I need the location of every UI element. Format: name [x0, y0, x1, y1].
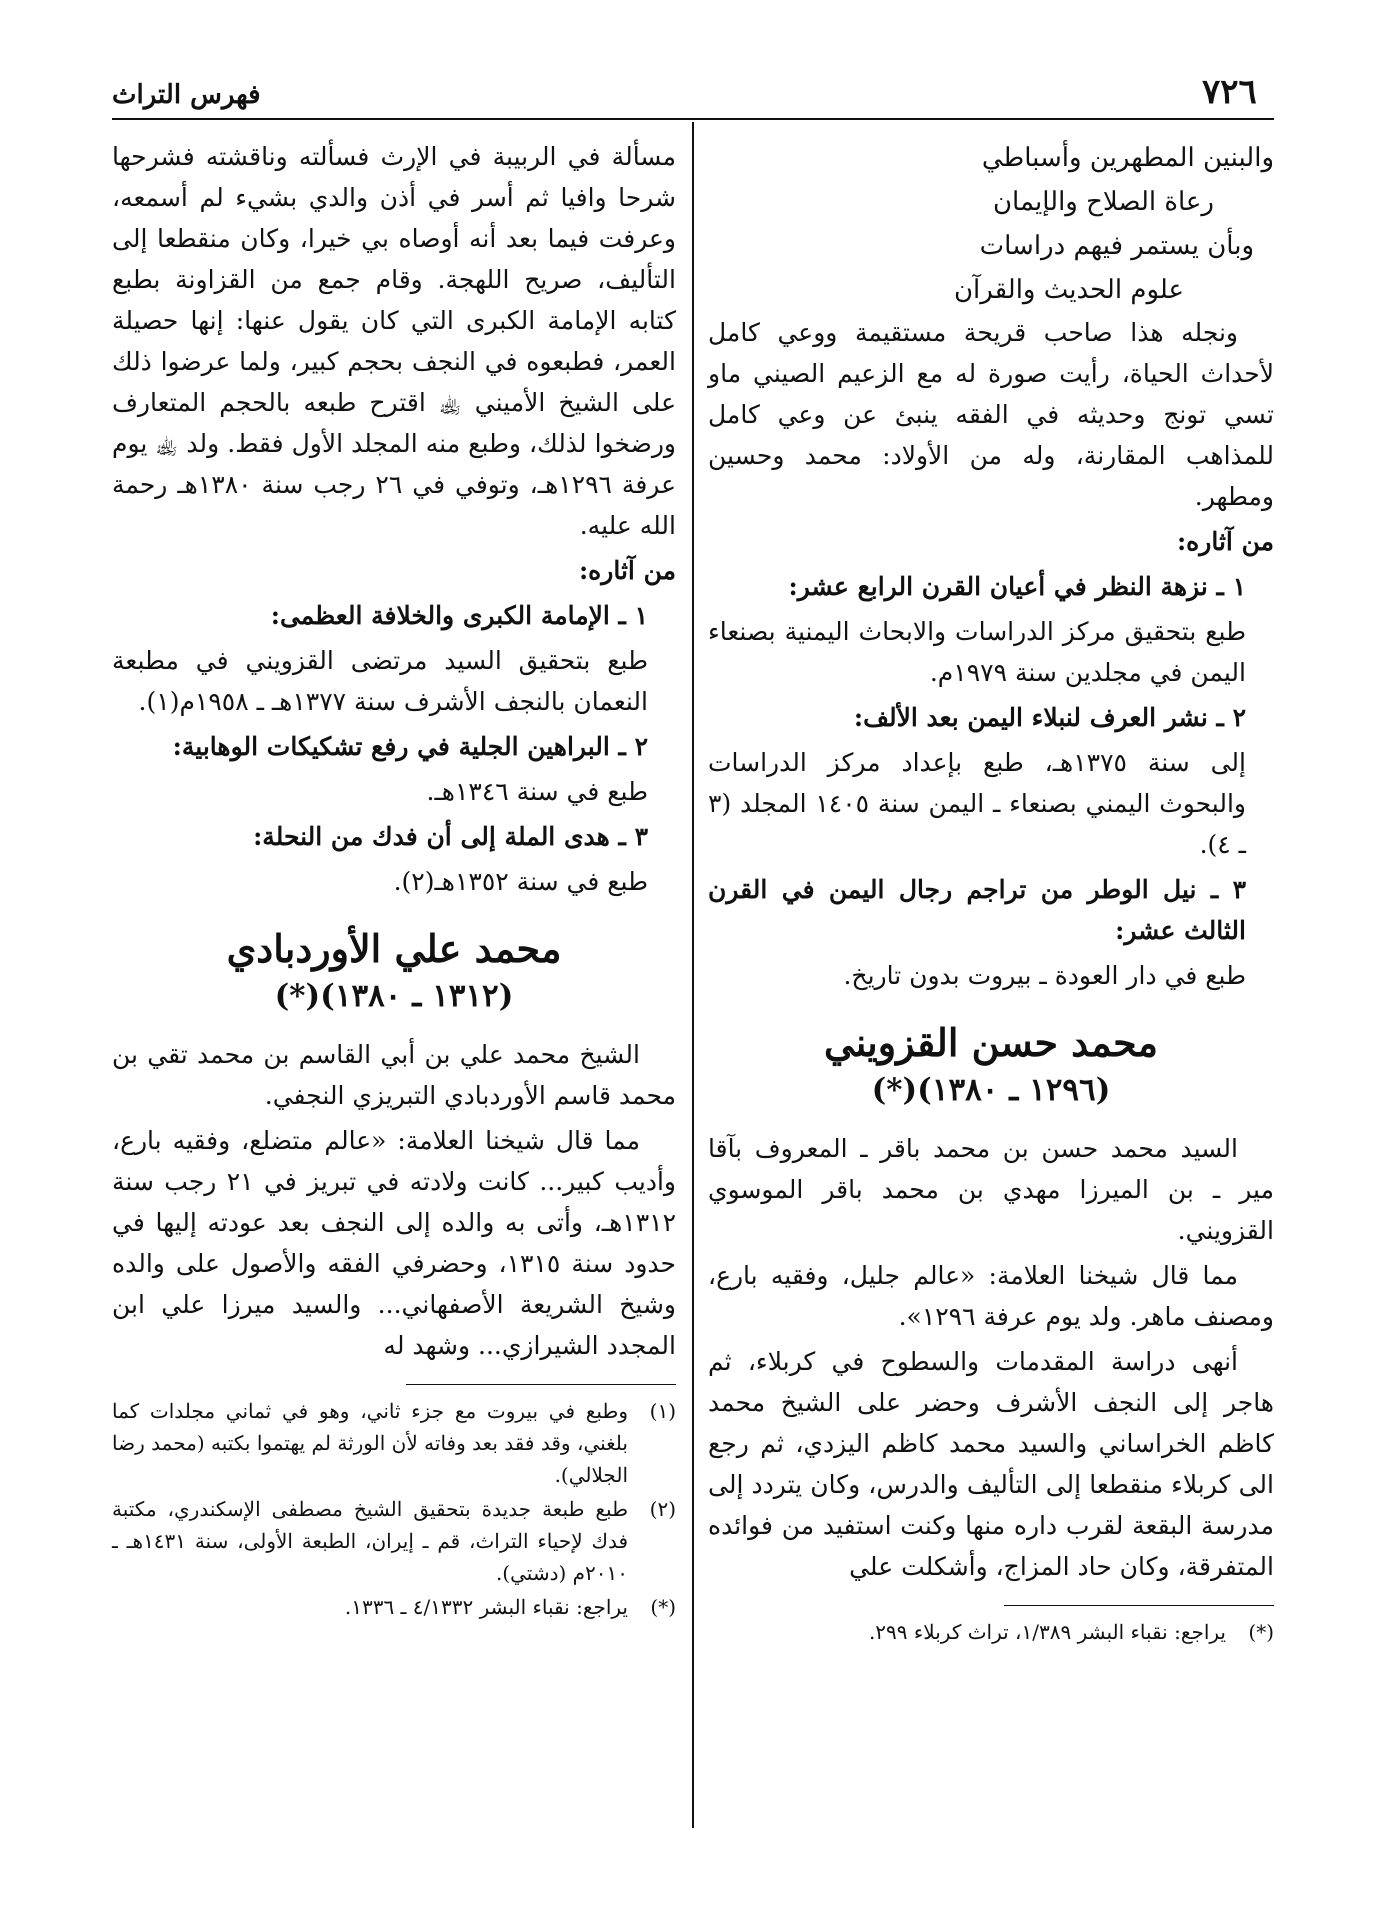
biography-name: محمد حسن القزويني	[824, 1020, 1158, 1065]
work-description: طبع في سنة ١٣٤٦هـ.	[426, 777, 648, 806]
footnote-mark: (*)	[1248, 1620, 1274, 1644]
work-title: ١ ـ الإمامة الكبرى والخلافة العظمى:	[270, 601, 648, 630]
work-description: إلى سنة ١٣٧٥هـ، طبع بإعداد مركز الدراسات والبحوث اليمني بصنعاء ـ اليمن سنة ١٤٠٥ المجلد (٣ ـ ٤).	[708, 748, 1246, 859]
footnote-text: طبع طبعة جديدة بتحقيق الشيخ مصطفى الإسكندري، مكتبة فدك لإحياء التراث، قم ـ إيران، الطبعة الأولى، سنة ١٤٣١هـ ـ ٢٠١٠م (دشتي).	[112, 1497, 628, 1585]
footnote-rule	[406, 1384, 676, 1385]
work-title: ٢ ـ البراهين الجلية في رفع تشكيكات الوهابية:	[172, 732, 648, 761]
biography-dates: (١٢٩٦ ـ ١٣٨٠)(*)	[871, 1072, 1111, 1108]
work-description: طبع بتحقيق السيد مرتضى القزويني في مطبعة النعمان بالنجف الأشرف سنة ١٣٧٧هـ ـ ١٩٥٨م(١).	[112, 646, 648, 716]
work-description: طبع بتحقيق مركز الدراسات والابحاث اليمنية بصنعاء اليمن في مجلدين سنة ١٩٧٩م.	[708, 617, 1246, 687]
paragraph: الشيخ محمد علي بن أبي القاسم بن محمد تقي بن محمد قاسم الأوردبادي التبريزي النجفي.	[112, 1040, 676, 1110]
work-title: ١ ـ نزهة النظر في أعيان القرن الرابع عشر:	[788, 572, 1246, 601]
paragraph: مما قال شيخنا العلامة: «عالم جليل، وفقيه بارع، ومصنف ماهر. ولد يوم عرفة ١٢٩٦».	[708, 1261, 1274, 1331]
header-rule	[112, 118, 1274, 120]
poem-line: وبأن يستمر فيهم دراسات	[979, 231, 1254, 261]
biography-name: محمد علي الأوردبادي	[226, 926, 562, 971]
footnote	[112, 1493, 676, 1589]
footnote	[708, 1616, 1274, 1648]
footnote-mark: (١)	[649, 1399, 676, 1423]
paragraph: مسألة في الربيبة في الإرث فسألته وناقشته فشرحها شرحا وافيا ثم أسر في أذن والدي بشيء لم أسمعه، وعرفت فيما بعد أنه أوصاه بي خيرا، وكان منقطعا إلى التأليف، صريح اللهجة. وقام جمع من القزاونة بطبع كتابه الإمامة الكبرى التي كان يقول عنها: إنها حصيلة العمر، فطبعوه في النجف بحجم كبير، ولما عرضوا ذلك على الشيخ الأميني ﵀ اقترح طبعه بالحجم المتعارف ورضخوا لذلك، وطبع منه المجلد الأول فقط. ولد ﵀ يوم عرفة ١٢٩٦هـ، وتوفي في ٢٦ رجب سنة ١٣٨٠هـ رحمة الله عليه.	[112, 142, 676, 540]
footnote	[112, 1591, 676, 1623]
footnote-mark: (*)	[650, 1595, 676, 1619]
work-title: ٣ ـ هدى الملة إلى أن فدك من النحلة:	[253, 822, 648, 851]
poem-line: علوم الحديث والقرآن	[953, 275, 1184, 305]
footnote-text: يراجع: نقباء البشر ١/٣٨٩، تراث كربلاء ٢٩٩.	[868, 1620, 1226, 1644]
poem-verses	[708, 136, 1274, 312]
works-heading: من آثاره:	[1176, 527, 1274, 556]
page-number: ٧٢٦	[1202, 72, 1257, 112]
paragraph: مما قال شيخنا العلامة: «عالم متضلع، وفقيه بارع، وأديب كبير... كانت ولادته في تبريز في ٢١ رجب سنة ١٣١٢هـ، وأتى به والده إلى النجف بعد عودته إليها في حدود سنة ١٣١٥، وحضرفي الفقه والأصول على والده وشيخ الشريعة الأصفهاني... والسيد ميرزا علي ابن المجدد الشيرازي... وشهد له	[112, 1126, 676, 1360]
paragraph: السيد محمد حسن بن محمد باقر ـ المعروف بآقا مير ـ بن الميرزا مهدي بن محمد باقر الموسوي القزويني.	[708, 1134, 1274, 1245]
paragraph: أنهى دراسة المقدمات والسطوح في كربلاء، ثم هاجر إلى النجف الأشرف وحضر على الشيخ محمد كاظم الخراساني والسيد محمد كاظم اليزدي، ثم رجع الى كربلاء منقطعا إلى التأليف والدرس، وكان يتردد إلى مدرسة البقعة لقرب داره منها وكنت استفيد من فوائده المتفرقة، وكان حاد المزاج، وأشكلت علي	[708, 1347, 1274, 1581]
footnote	[112, 1395, 676, 1491]
poem-line: والبنين المطهرين وأسباطي	[981, 143, 1274, 173]
footnote-rule	[1004, 1605, 1274, 1606]
column-divider	[692, 122, 694, 1828]
poem-line: رعاة الصلاح والإيمان	[992, 187, 1214, 217]
footnote-text: وطبع في بيروت مع جزء ثاني، وهو في ثماني مجلدات كما بلغني، وقد فقد بعد وفاته لأن الورثة لم يهتموا بكتبه (محمد رضا الجلالي).	[112, 1399, 628, 1487]
running-title: فهرس التراث	[112, 80, 261, 110]
left-column	[112, 136, 676, 1625]
right-column	[708, 136, 1274, 1650]
work-description: طبع في سنة ١٣٥٢هـ(٢).	[393, 867, 648, 896]
works-heading: من آثاره:	[578, 556, 676, 585]
work-title: ٢ ـ نشر العرف لنبلاء اليمن بعد الألف:	[853, 703, 1246, 732]
paragraph: ونجله هذا صاحب قريحة مستقيمة ووعي كامل لأحداث الحياة، رأيت صورة له مع الزعيم الصيني ماو تسي تونج وحديثه في الفقه ينبئ عن وعي كامل للمذاهب المقارنة، وله من الأولاد: محمد وحسين ومطهر.	[708, 318, 1274, 511]
biography-dates: (١٣١٢ ـ ١٣٨٠)(*)	[274, 978, 514, 1014]
work-description: طبع في دار العودة ـ بيروت بدون تاريخ.	[843, 961, 1246, 990]
footnote-mark: (٢)	[649, 1497, 676, 1521]
footnote-text: يراجع: نقباء البشر ٤/١٣٣٢ ـ ١٣٣٦.	[344, 1595, 628, 1619]
work-title: ٣ ـ نيل الوطر من تراجم رجال اليمن في القرن الثالث عشر:	[708, 875, 1246, 945]
